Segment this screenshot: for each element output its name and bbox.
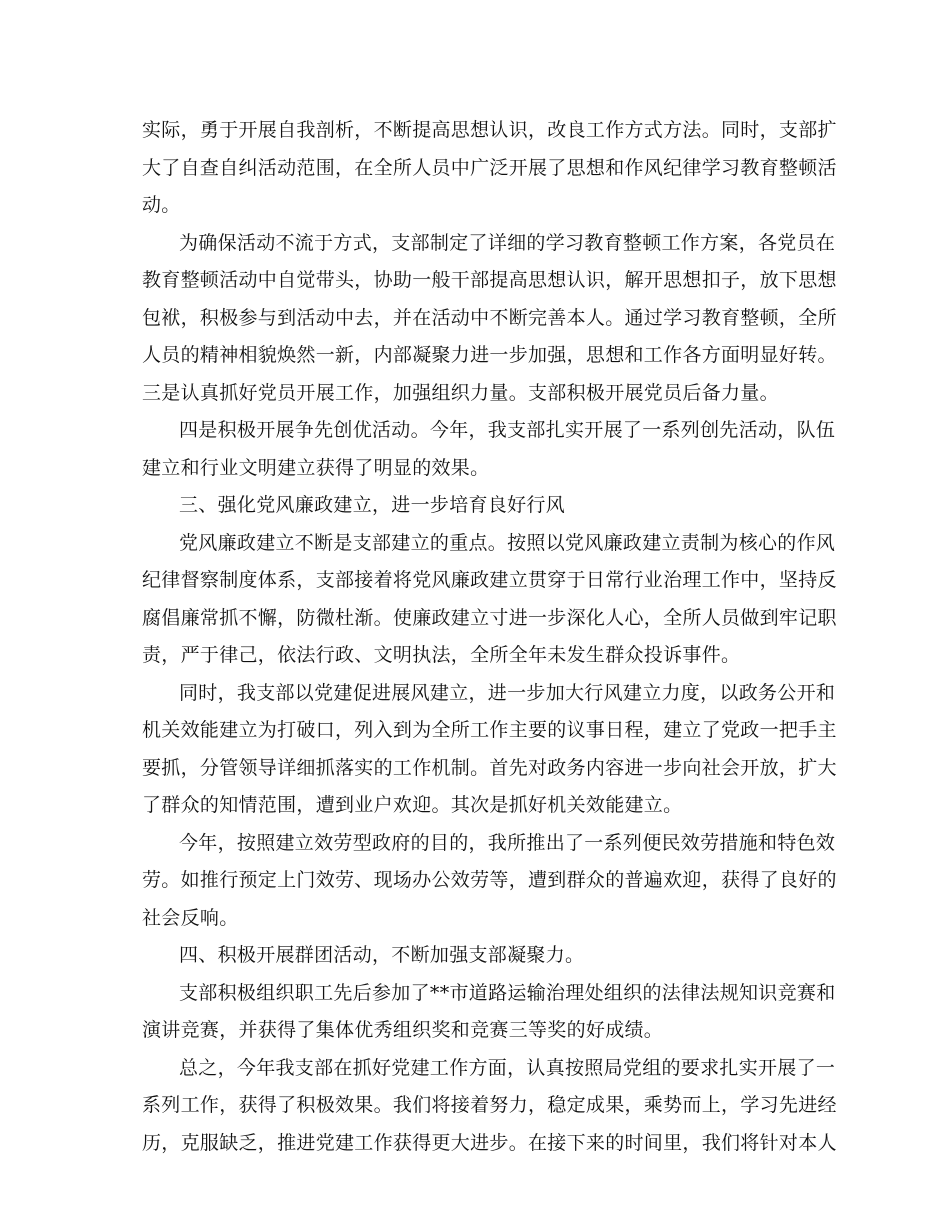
- text-line: 包袱，积极参与到活动中去，并在活动中不断完善本人。通过学习教育整顿，全所: [142, 306, 837, 329]
- paragraph-first-line: 同时，我支部以党建促进展风建立，进一步加大行风建立力度，以政务公开和: [179, 681, 836, 704]
- text-line: 社会反响。: [142, 906, 239, 929]
- paragraph-first-line: 四是积极开展争先创优活动。今年，我支部扎实开展了一系列创先活动，队伍: [179, 419, 836, 441]
- paragraph-first-line: 今年，按照建立效劳型政府的目的，我所推出了一系列便民效劳措施和特色效: [179, 831, 836, 854]
- text-line: 演讲竞赛，并获得了集体优秀组织奖和竞赛三等奖的好成绩。: [142, 1019, 664, 1041]
- text-line: 腐倡廉常抓不懈，防微杜渐。使廉政建立寸进一步深化人心，全所人员做到牢记职: [142, 606, 837, 629]
- text-line: 系列工作，获得了积极效果。我们将接着努力，稳定成果，乘势而上，学习先进经: [142, 1094, 837, 1116]
- text-line: 实际，勇于开展自我剖析，不断提高思想认识，改良工作方式方法。同时，支部扩: [142, 119, 837, 141]
- text-line: 人员的精神相貌焕然一新，内部凝聚力进一步加强，思想和工作各方面明显好转。: [142, 344, 837, 366]
- text-line: 机关效能建立为打破口，列入到为全所工作主要的议事日程，建立了党政一把手主: [142, 719, 837, 741]
- text-line: 教育整顿活动中自觉带头，协助一般干部提高思想认识，解开思想扣子，放下思想: [142, 269, 837, 291]
- section-heading: 四、积极开展群团活动，不断加强支部凝聚力。: [179, 944, 585, 966]
- text-line: 了群众的知情范围，遭到业户欢迎。其次是抓好机关效能建立。: [142, 794, 683, 816]
- paragraph-first-line: 总之，今年我支部在抓好党建工作方面，认真按照局党组的要求扎实开展了一: [179, 1056, 836, 1079]
- text-line: 三是认真抓好党员开展工作，加强组织力量。支部积极开展党员后备力量。: [142, 381, 779, 404]
- section-heading: 三、强化党风廉政建立，进一步培育良好行风: [179, 494, 566, 516]
- paragraph-first-line: 支部积极组织职工先后参加了**市道路运输治理处组织的法律法规知识竞赛和: [179, 981, 836, 1004]
- document-body: [142, 112, 837, 1162]
- text-line: 建立和行业文明建立获得了明显的效果。: [142, 456, 490, 479]
- text-line: 历，克服缺乏，推进党建工作获得更大进步。在接下来的时间里，我们将针对本人: [142, 1131, 837, 1154]
- paragraph-first-line: 为确保活动不流于方式，支部制定了详细的学习教育整顿工作方案，各党员在: [179, 231, 836, 254]
- text-line: 责，严于律己，依法行政、文明执法，全所全年未发生群众投诉事件。: [142, 644, 741, 666]
- text-line: 劳。如推行预定上门效劳、现场办公效劳等，遭到群众的普遍欢迎，获得了良好的: [142, 869, 837, 891]
- paragraph-first-line: 党风廉政建立不断是支部建立的重点。按照以党风廉政建立责制为核心的作风: [179, 531, 836, 554]
- text-line: 大了自查自纠活动范围，在全所人员中广泛开展了思想和作风纪律学习教育整顿活: [142, 156, 837, 179]
- text-line: 要抓，分管领导详细抓落实的工作机制。首先对政务内容进一步向社会开放，扩大: [142, 756, 837, 779]
- text-line: 动。: [142, 194, 181, 216]
- text-line: 纪律督察制度体系，支部接着将党风廉政建立贯穿于日常行业治理工作中，坚持反: [142, 569, 837, 591]
